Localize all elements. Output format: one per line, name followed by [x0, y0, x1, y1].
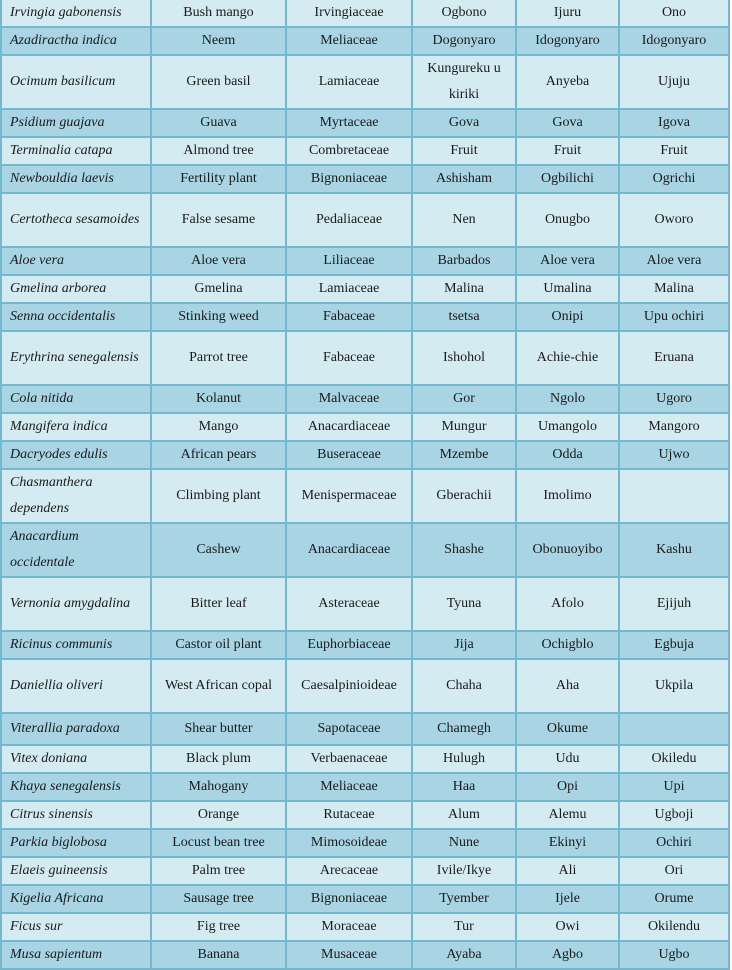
table-row — [1, 109, 729, 137]
local-name-cell-3: Oworo — [619, 193, 729, 247]
local-name-cell-3: Fruit — [619, 137, 729, 165]
local-name-cell-1: Gor — [412, 385, 516, 413]
local-name-cell-2: Odda — [516, 441, 619, 469]
local-name-cell-1: Shashe — [412, 523, 516, 577]
local-name-cell-2: Aha — [516, 659, 619, 713]
family-cell: Asteraceae — [286, 577, 412, 631]
table-row — [1, 829, 729, 857]
common-name-cell: Shear butter — [151, 713, 286, 745]
family-cell: Arecaceae — [286, 857, 412, 885]
scientific-name-cell: Certotheca sesamoides — [1, 193, 151, 247]
table-row — [1, 941, 729, 969]
local-name-cell-3 — [619, 469, 729, 523]
common-name-cell: Fig tree — [151, 913, 286, 941]
local-name-cell-2: Aloe vera — [516, 247, 619, 275]
scientific-name-cell: Vitex doniana — [1, 745, 151, 773]
scientific-name-cell: Citrus sinensis — [1, 801, 151, 829]
common-name-cell: Parrot tree — [151, 331, 286, 385]
local-name-cell-1: Mungur — [412, 413, 516, 441]
local-name-cell-2: Ogbilichi — [516, 165, 619, 193]
common-name-cell: Mango — [151, 413, 286, 441]
table-row — [1, 441, 729, 469]
local-name-cell-1: Kungureku u kiriki — [412, 55, 516, 109]
table-row — [1, 523, 729, 577]
local-name-cell-1: Ivile/Ikye — [412, 857, 516, 885]
family-cell: Bignoniaceae — [286, 885, 412, 913]
local-name-cell-1: Tyuna — [412, 577, 516, 631]
common-name-cell: False sesame — [151, 193, 286, 247]
table-row — [1, 0, 729, 27]
local-name-cell-3: Okilendu — [619, 913, 729, 941]
family-cell: Irvingiaceae — [286, 0, 412, 27]
scientific-name-cell: Khaya senegalensis — [1, 773, 151, 801]
local-name-cell-2: Ekinyi — [516, 829, 619, 857]
scientific-name-cell: Gmelina arborea — [1, 275, 151, 303]
table-row — [1, 713, 729, 745]
local-name-cell-3: Ujwo — [619, 441, 729, 469]
local-name-cell-3 — [619, 713, 729, 745]
local-name-cell-3: Idogonyaro — [619, 27, 729, 55]
local-name-cell-2: Ijuru — [516, 0, 619, 27]
common-name-cell: Climbing plant — [151, 469, 286, 523]
common-name-cell: Cashew — [151, 523, 286, 577]
common-name-cell: Sausage tree — [151, 885, 286, 913]
table-row — [1, 385, 729, 413]
scientific-name-cell: Parkia biglobosa — [1, 829, 151, 857]
local-name-cell-3: Malina — [619, 275, 729, 303]
local-name-cell-2: Idogonyaro — [516, 27, 619, 55]
table-row — [1, 193, 729, 247]
common-name-cell: Castor oil plant — [151, 631, 286, 659]
local-name-cell-3: Ori — [619, 857, 729, 885]
local-name-cell-2: Achie-chie — [516, 331, 619, 385]
table-row — [1, 857, 729, 885]
scientific-name-cell: Senna occidentalis — [1, 303, 151, 331]
local-name-cell-2: Umangolo — [516, 413, 619, 441]
table-row — [1, 413, 729, 441]
local-name-cell-1: Chaha — [412, 659, 516, 713]
table-row — [1, 745, 729, 773]
local-name-cell-1: Barbados — [412, 247, 516, 275]
table-row — [1, 577, 729, 631]
local-name-cell-1: Gova — [412, 109, 516, 137]
family-cell: Musaceae — [286, 941, 412, 969]
local-name-cell-3: Ugoro — [619, 385, 729, 413]
table-row — [1, 773, 729, 801]
family-cell: Fabaceae — [286, 331, 412, 385]
table-row — [1, 137, 729, 165]
scientific-name-cell: Musa sapientum — [1, 941, 151, 969]
table-row — [1, 331, 729, 385]
local-name-cell-1: Ayaba — [412, 941, 516, 969]
table-row — [1, 631, 729, 659]
local-name-cell-2: Agbo — [516, 941, 619, 969]
local-name-cell-1: Ogbono — [412, 0, 516, 27]
family-cell: Malvaceae — [286, 385, 412, 413]
local-name-cell-1: Nune — [412, 829, 516, 857]
local-name-cell-2: Alemu — [516, 801, 619, 829]
common-name-cell: Guava — [151, 109, 286, 137]
scientific-name-cell: Anacardium occidentale — [1, 523, 151, 577]
local-name-cell-2: Ali — [516, 857, 619, 885]
common-name-cell: African pears — [151, 441, 286, 469]
scientific-name-cell: Ricinus communis — [1, 631, 151, 659]
family-cell: Rutaceae — [286, 801, 412, 829]
local-name-cell-3: Igova — [619, 109, 729, 137]
local-name-cell-2: Onipi — [516, 303, 619, 331]
scientific-name-cell: Daniellia oliveri — [1, 659, 151, 713]
scientific-name-cell: Chasmanthera dependens — [1, 469, 151, 523]
scientific-name-cell: Kigelia Africana — [1, 885, 151, 913]
family-cell: Mimosoideae — [286, 829, 412, 857]
local-name-cell-1: Gberachii — [412, 469, 516, 523]
local-name-cell-3: Kashu — [619, 523, 729, 577]
family-cell: Menispermaceae — [286, 469, 412, 523]
local-name-cell-1: Alum — [412, 801, 516, 829]
local-name-cell-2: Imolimo — [516, 469, 619, 523]
common-name-cell: Stinking weed — [151, 303, 286, 331]
local-name-cell-2: Okume — [516, 713, 619, 745]
scientific-name-cell: Erythrina senegalensis — [1, 331, 151, 385]
scientific-name-cell: Dacryodes edulis — [1, 441, 151, 469]
local-name-cell-3: Ugboji — [619, 801, 729, 829]
local-name-cell-2: Fruit — [516, 137, 619, 165]
local-name-cell-3: Upu ochiri — [619, 303, 729, 331]
family-cell: Buseraceae — [286, 441, 412, 469]
local-name-cell-1: Tur — [412, 913, 516, 941]
local-name-cell-2: Afolo — [516, 577, 619, 631]
family-cell: Bignoniaceae — [286, 165, 412, 193]
local-name-cell-3: Mangoro — [619, 413, 729, 441]
scientific-name-cell: Aloe vera — [1, 247, 151, 275]
local-name-cell-1: Hulugh — [412, 745, 516, 773]
local-name-cell-2: Umalina — [516, 275, 619, 303]
family-cell: Meliaceae — [286, 773, 412, 801]
common-name-cell: Kolanut — [151, 385, 286, 413]
local-name-cell-3: Ukpila — [619, 659, 729, 713]
common-name-cell: Black plum — [151, 745, 286, 773]
table-row — [1, 55, 729, 109]
local-name-cell-3: Egbuja — [619, 631, 729, 659]
local-name-cell-2: Ijele — [516, 885, 619, 913]
family-cell: Moraceae — [286, 913, 412, 941]
common-name-cell: Almond tree — [151, 137, 286, 165]
family-cell: Meliaceae — [286, 27, 412, 55]
family-cell: Caesalpinioideae — [286, 659, 412, 713]
table-row — [1, 659, 729, 713]
scientific-name-cell: Elaeis guineensis — [1, 857, 151, 885]
local-name-cell-1: Nen — [412, 193, 516, 247]
scientific-name-cell: Terminalia catapa — [1, 137, 151, 165]
table-row — [1, 913, 729, 941]
local-name-cell-1: Ashisham — [412, 165, 516, 193]
common-name-cell: Bitter leaf — [151, 577, 286, 631]
family-cell: Myrtaceae — [286, 109, 412, 137]
local-name-cell-3: Ochiri — [619, 829, 729, 857]
local-name-cell-2: Obonuoyibo — [516, 523, 619, 577]
local-name-cell-2: Udu — [516, 745, 619, 773]
scientific-name-cell: Ocimum basilicum — [1, 55, 151, 109]
table-row — [1, 303, 729, 331]
local-name-cell-2: Ochigblo — [516, 631, 619, 659]
local-name-cell-1: Haa — [412, 773, 516, 801]
common-name-cell: West African copal — [151, 659, 286, 713]
common-name-cell: Banana — [151, 941, 286, 969]
family-cell: Lamiaceae — [286, 55, 412, 109]
common-name-cell: Green basil — [151, 55, 286, 109]
scientific-name-cell: Cola nitida — [1, 385, 151, 413]
family-cell: Verbaenaceae — [286, 745, 412, 773]
plant-table-body — [1, 0, 729, 969]
family-cell: Pedaliaceae — [286, 193, 412, 247]
local-name-cell-2: Owi — [516, 913, 619, 941]
local-name-cell-3: Orume — [619, 885, 729, 913]
common-name-cell: Gmelina — [151, 275, 286, 303]
family-cell: Combretaceae — [286, 137, 412, 165]
table-row — [1, 165, 729, 193]
local-name-cell-1: Fruit — [412, 137, 516, 165]
family-cell: Liliaceae — [286, 247, 412, 275]
local-name-cell-1: Dogonyaro — [412, 27, 516, 55]
local-name-cell-1: tsetsa — [412, 303, 516, 331]
common-name-cell: Neem — [151, 27, 286, 55]
scientific-name-cell: Viterallia paradoxa — [1, 713, 151, 745]
local-name-cell-3: Ugbo — [619, 941, 729, 969]
common-name-cell: Locust bean tree — [151, 829, 286, 857]
table-row — [1, 247, 729, 275]
common-name-cell: Bush mango — [151, 0, 286, 27]
common-name-cell: Aloe vera — [151, 247, 286, 275]
local-name-cell-3: Eruana — [619, 331, 729, 385]
local-name-cell-2: Ngolo — [516, 385, 619, 413]
table-row — [1, 469, 729, 523]
table-row — [1, 275, 729, 303]
local-name-cell-1: Malina — [412, 275, 516, 303]
local-name-cell-2: Opi — [516, 773, 619, 801]
table-row — [1, 801, 729, 829]
scientific-name-cell: Irvingia gabonensis — [1, 0, 151, 27]
local-name-cell-2: Gova — [516, 109, 619, 137]
family-cell: Anacardiaceae — [286, 413, 412, 441]
table-row — [1, 27, 729, 55]
scientific-name-cell: Psidium guajava — [1, 109, 151, 137]
common-name-cell: Palm tree — [151, 857, 286, 885]
scientific-name-cell: Newbouldia laevis — [1, 165, 151, 193]
common-name-cell: Mahogany — [151, 773, 286, 801]
table-row — [1, 885, 729, 913]
common-name-cell: Fertility plant — [151, 165, 286, 193]
common-name-cell: Orange — [151, 801, 286, 829]
local-name-cell-3: Ogrichi — [619, 165, 729, 193]
local-name-cell-3: Upi — [619, 773, 729, 801]
family-cell: Euphorbiaceae — [286, 631, 412, 659]
family-cell: Lamiaceae — [286, 275, 412, 303]
scientific-name-cell: Vernonia amygdalina — [1, 577, 151, 631]
scientific-name-cell: Azadiractha indica — [1, 27, 151, 55]
scientific-name-cell: Ficus sur — [1, 913, 151, 941]
scientific-name-cell: Mangifera indica — [1, 413, 151, 441]
local-name-cell-3: Ujuju — [619, 55, 729, 109]
local-name-cell-1: Mzembe — [412, 441, 516, 469]
local-name-cell-3: Ono — [619, 0, 729, 27]
local-name-cell-1: Jija — [412, 631, 516, 659]
local-name-cell-1: Tyember — [412, 885, 516, 913]
family-cell: Fabaceae — [286, 303, 412, 331]
local-name-cell-3: Okiledu — [619, 745, 729, 773]
local-name-cell-1: Chamegh — [412, 713, 516, 745]
local-name-cell-3: Aloe vera — [619, 247, 729, 275]
local-name-cell-1: Ishohol — [412, 331, 516, 385]
family-cell: Sapotaceae — [286, 713, 412, 745]
family-cell: Anacardiaceae — [286, 523, 412, 577]
local-name-cell-2: Onugbo — [516, 193, 619, 247]
local-name-cell-2: Anyeba — [516, 55, 619, 109]
local-name-cell-3: Ejijuh — [619, 577, 729, 631]
